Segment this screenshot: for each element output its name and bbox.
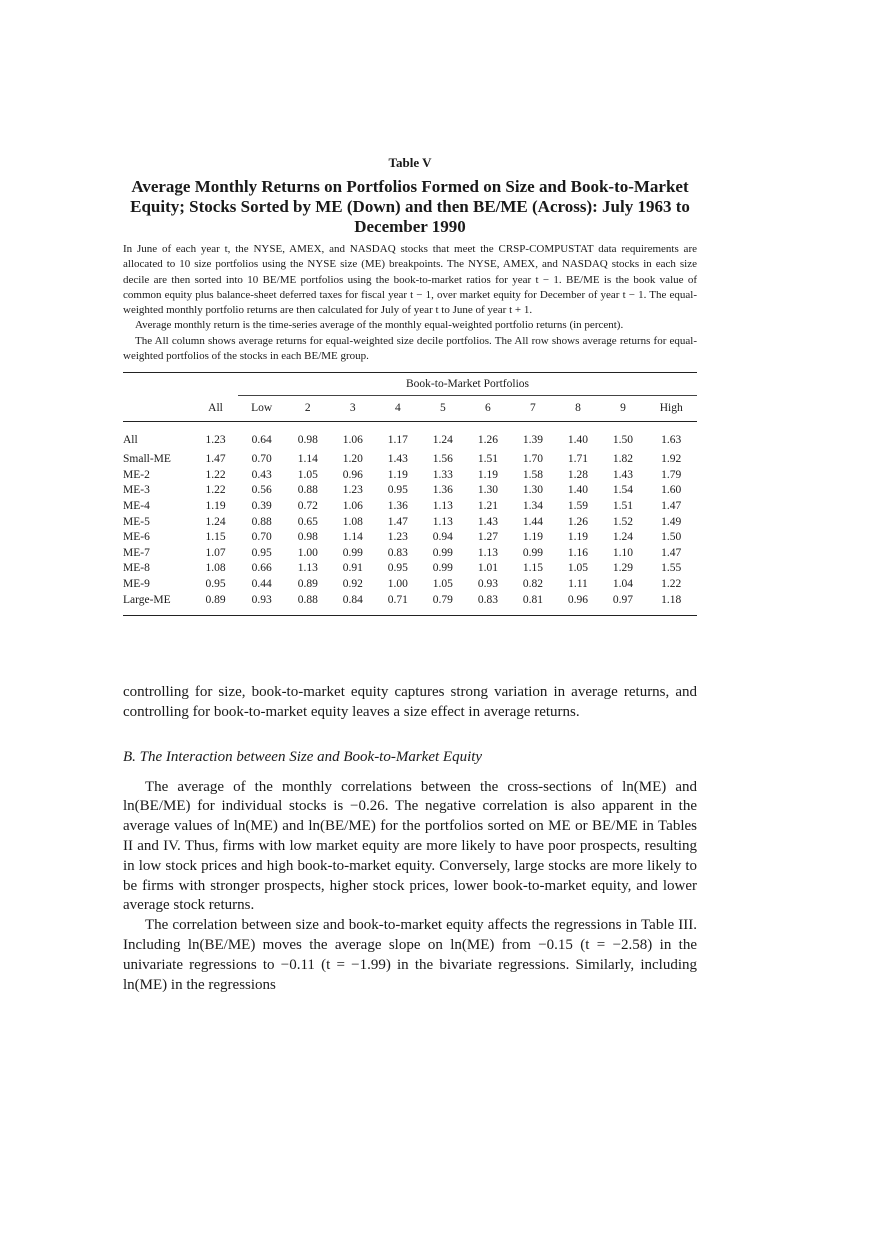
table-cell: 1.19 <box>567 531 588 544</box>
table-cell: 0.98 <box>297 531 318 544</box>
table-cell: 1.44 <box>522 515 543 528</box>
table-cell: 0.83 <box>387 546 408 559</box>
table-cell: 1.26 <box>477 433 498 446</box>
table-cell: 0.88 <box>297 593 318 606</box>
table-label: Table V <box>388 155 432 170</box>
table-cell: 0.79 <box>432 593 453 606</box>
table-cell: 0.56 <box>251 484 272 497</box>
table-cell: 1.05 <box>567 562 588 575</box>
table-cell: 1.82 <box>612 453 634 466</box>
caption-paragraph: The All column shows average returns for equal-weighted size decile portfolios. The All row shows average returns for equal-weighted portfolios of the stocks in each BE/ME group. <box>123 334 697 363</box>
table-block <box>123 155 697 616</box>
table-row <box>123 514 697 530</box>
stub-header <box>123 373 193 395</box>
table-cell: 1.79 <box>661 468 682 481</box>
table-cell: 0.72 <box>297 499 318 512</box>
column-header: 8 <box>555 395 600 421</box>
table-cell: 1.15 <box>205 531 226 544</box>
table-cell: 0.39 <box>251 499 272 512</box>
column-header: 2 <box>285 395 330 421</box>
table-cell: 0.94 <box>432 531 453 544</box>
table-cell: 0.95 <box>387 562 408 575</box>
table-cell: 0.95 <box>205 577 226 590</box>
table-cell: 1.21 <box>477 499 498 512</box>
table-cell: 0.89 <box>205 593 226 606</box>
body-paragraph: The average of the monthly correlations between the cross-sections of ln(ME) and ln(BE/ME) for individual stocks is −0.26. The negative correlation is also apparent in the average values of ln(ME) and ln(BE/ME) for the portfolios sorted on ME or BE/ME in Tables II and IV. Thus, firms with low market equity are more likely to have poor prospects, resulting in low stock prices and high book-to-market equity. Conversely, large stocks are more likely to be firms with stronger prospects, higher stock prices, lower book-to-market equity, and lower average stock returns. <box>123 778 697 914</box>
table-cell: 1.23 <box>342 484 363 497</box>
table-cell: 1.19 <box>522 531 543 544</box>
table-cell: 1.52 <box>612 515 634 528</box>
table-cell: 1.13 <box>432 515 453 528</box>
table-row <box>123 467 697 483</box>
table-row <box>123 451 697 467</box>
table-cell: 1.24 <box>612 531 634 544</box>
table-cell: 1.56 <box>432 453 453 466</box>
table-cell: 0.81 <box>522 593 543 606</box>
row-label: ME-4 <box>123 499 150 512</box>
column-header: 6 <box>465 395 510 421</box>
table-cell: 1.59 <box>567 499 588 512</box>
table-cell: 0.82 <box>522 577 543 590</box>
section-heading: B. The Interaction between Size and Book-to-Market Equity <box>123 748 483 765</box>
table-cell: 0.71 <box>387 593 408 606</box>
row-label: ME-9 <box>123 577 150 590</box>
table-cell: 1.13 <box>297 562 318 575</box>
table-cell: 0.89 <box>297 577 318 590</box>
table-title: Average Monthly Returns on Portfolios Formed on Size and Book-to-Market Equity; Stocks Sorted by ME (Down) and then BE/ME (Across): July 1963 to December 1990 <box>130 177 690 236</box>
column-header: Low <box>238 395 285 421</box>
table-cell: 1.14 <box>297 453 318 466</box>
table-cell: 1.00 <box>297 546 318 559</box>
table-cell: 1.22 <box>205 484 226 497</box>
table-cell: 1.47 <box>661 546 682 559</box>
table-cell: 1.19 <box>387 468 408 481</box>
row-label: Small-ME <box>123 453 171 466</box>
table-cell: 0.95 <box>251 546 272 559</box>
table-cell: 1.08 <box>205 562 226 575</box>
table-cell: 1.19 <box>477 468 498 481</box>
table-cell: 0.99 <box>432 546 453 559</box>
table-cell: 1.50 <box>661 531 682 544</box>
table-cell: 1.27 <box>477 531 498 544</box>
table-cell: 1.22 <box>205 468 226 481</box>
table-cell: 1.51 <box>477 453 498 466</box>
table-cell: 1.30 <box>522 484 543 497</box>
table-spacer <box>123 607 697 615</box>
table-cell: 0.91 <box>342 562 363 575</box>
column-header: 4 <box>375 395 420 421</box>
table-cell: 1.43 <box>612 468 634 481</box>
table-cell: 0.88 <box>251 515 272 528</box>
table-cell: 0.84 <box>342 593 363 606</box>
table-cell: 1.28 <box>567 468 588 481</box>
column-header-row <box>123 395 697 421</box>
table-cell: 0.65 <box>297 515 318 528</box>
table-cell: 1.58 <box>522 468 543 481</box>
table-cell: 1.60 <box>661 484 682 497</box>
caption-paragraph: Average monthly return is the time-series average of the monthly equal-weighted portfolio returns (in percent). <box>135 319 624 332</box>
table-row <box>123 561 697 577</box>
table-cell: 1.24 <box>432 433 453 446</box>
table-cell: 1.08 <box>342 515 363 528</box>
row-label: ME-2 <box>123 468 150 481</box>
body-paragraph: controlling for size, book-to-market equity captures strong variation in average returns, and controlling for book-to-market equity leaves a size effect in average returns. <box>123 684 697 720</box>
table-cell: 1.54 <box>612 484 634 497</box>
table-cell: 1.47 <box>661 499 682 512</box>
table-cell: 0.98 <box>297 433 318 446</box>
table-cell: 0.99 <box>342 546 363 559</box>
table-cell: 1.01 <box>477 562 498 575</box>
row-label: ME-6 <box>123 531 150 544</box>
table-cell: 0.64 <box>251 433 272 446</box>
table-cell: 1.13 <box>432 499 453 512</box>
table-cell: 1.13 <box>477 546 498 559</box>
table-cell: 1.71 <box>567 453 588 466</box>
column-header: High <box>645 395 697 421</box>
column-header: All <box>193 395 238 421</box>
empty-header <box>193 373 238 395</box>
table-cell: 1.43 <box>477 515 498 528</box>
table-cell: 1.50 <box>612 433 634 446</box>
table-cell: 1.15 <box>522 562 543 575</box>
table-row <box>123 421 697 451</box>
table-cell: 1.55 <box>661 562 682 575</box>
table-cell: 1.07 <box>205 546 226 559</box>
table-cell: 1.18 <box>661 593 682 606</box>
table-cell: 0.83 <box>477 593 498 606</box>
column-header: 3 <box>330 395 375 421</box>
table-cell: 1.04 <box>612 577 634 590</box>
returns-table <box>123 373 697 615</box>
table-cell: 1.23 <box>387 531 408 544</box>
body-paragraph: The correlation between size and book-to-market equity affects the regressions in Table III. Including ln(BE/ME) moves the average slope on ln(ME) from −0.15 (t = −2.58) in the univariate regressions to −0.11 (t = −1.99) in the bivariate regressions. Similarly, including ln(ME) in the regressions <box>123 917 697 993</box>
table-cell: 1.36 <box>432 484 453 497</box>
table-cell: 1.22 <box>661 577 682 590</box>
table-body <box>123 421 697 615</box>
table-row <box>123 483 697 499</box>
table-cell: 1.49 <box>661 515 682 528</box>
table-cell: 1.40 <box>567 433 588 446</box>
table-cell: 1.39 <box>522 433 543 446</box>
table-cell: 1.19 <box>205 499 226 512</box>
table-cell: 1.06 <box>342 499 363 512</box>
table-row <box>123 576 697 592</box>
table-cell: 0.93 <box>477 577 498 590</box>
table-row <box>123 529 697 545</box>
table-cell: 1.51 <box>612 499 634 512</box>
table-cell: 0.99 <box>432 562 453 575</box>
table-cell: 1.26 <box>567 515 588 528</box>
table-cell: 1.24 <box>205 515 226 528</box>
row-label: Large-ME <box>123 593 171 606</box>
table-cell: 1.20 <box>342 453 363 466</box>
table-cell: 1.33 <box>432 468 453 481</box>
table-row <box>123 592 697 608</box>
row-label: ME-3 <box>123 484 150 497</box>
table-cell: 1.34 <box>522 499 543 512</box>
table-cell: 1.05 <box>297 468 318 481</box>
column-header: 9 <box>600 395 645 421</box>
table-cell: 0.70 <box>251 531 272 544</box>
table-cell: 1.17 <box>387 433 408 446</box>
table-row <box>123 545 697 561</box>
table-cell: 1.16 <box>567 546 588 559</box>
row-label: ME-8 <box>123 562 150 575</box>
table-cell: 0.97 <box>612 593 634 606</box>
table-cell: 0.44 <box>251 577 272 590</box>
table-cell: 1.23 <box>205 433 226 446</box>
table-cell: 1.92 <box>661 453 682 466</box>
table-cell: 1.30 <box>477 484 498 497</box>
table-cell: 0.99 <box>522 546 543 559</box>
column-header: 7 <box>510 395 555 421</box>
table-cell: 0.96 <box>342 468 363 481</box>
group-header: Book-to-Market Portfolios <box>238 373 697 395</box>
table-cell: 0.93 <box>251 593 272 606</box>
table-cell: 1.29 <box>612 562 634 575</box>
table-cell: 1.06 <box>342 433 363 446</box>
table-cell: 1.70 <box>522 453 543 466</box>
table-cell: 1.43 <box>387 453 408 466</box>
caption-paragraph: In June of each year t, the NYSE, AMEX, and NASDAQ stocks that meet the CRSP-COMPUSTAT data requirements are allocated to 10 size portfolios using the NYSE size (ME) breakpoints. The NYSE, AMEX, and NASDAQ stocks in each size decile are then sorted into 10 BE/ME portfolios using the book-to-market ratios for year t − 1. BE/ME is the book value of common equity plus balance-sheet deferred taxes for fiscal year t − 1, over market equity for December of year t − 1. The equal-weighted monthly portfolio returns are then calculated for July of year t to June of year t + 1. <box>123 243 697 317</box>
table-cell: 0.66 <box>251 562 272 575</box>
table-cell: 1.63 <box>661 433 682 446</box>
table-cell: 0.96 <box>567 593 588 606</box>
table-bottom-rule <box>123 615 697 616</box>
table-row <box>123 498 697 514</box>
table-cell: 0.70 <box>251 453 272 466</box>
row-label: All <box>123 433 138 446</box>
row-label: ME-7 <box>123 546 150 559</box>
table-cell: 1.40 <box>567 484 588 497</box>
table-caption <box>123 242 697 364</box>
table-cell: 1.11 <box>568 577 588 590</box>
table-cell: 1.36 <box>387 499 408 512</box>
table-cell: 1.00 <box>387 577 408 590</box>
table-cell: 1.47 <box>205 453 226 466</box>
table-cell: 1.05 <box>432 577 453 590</box>
table-cell: 0.92 <box>342 577 363 590</box>
table-cell: 1.14 <box>342 531 363 544</box>
stub-header <box>123 395 193 421</box>
table-cell: 1.47 <box>387 515 408 528</box>
table-cell: 0.95 <box>387 484 408 497</box>
table-cell: 0.43 <box>251 468 272 481</box>
table-cell: 0.88 <box>297 484 318 497</box>
column-header: 5 <box>420 395 465 421</box>
row-label: ME-5 <box>123 515 150 528</box>
body-text <box>123 683 697 995</box>
table-cell: 1.10 <box>612 546 634 559</box>
